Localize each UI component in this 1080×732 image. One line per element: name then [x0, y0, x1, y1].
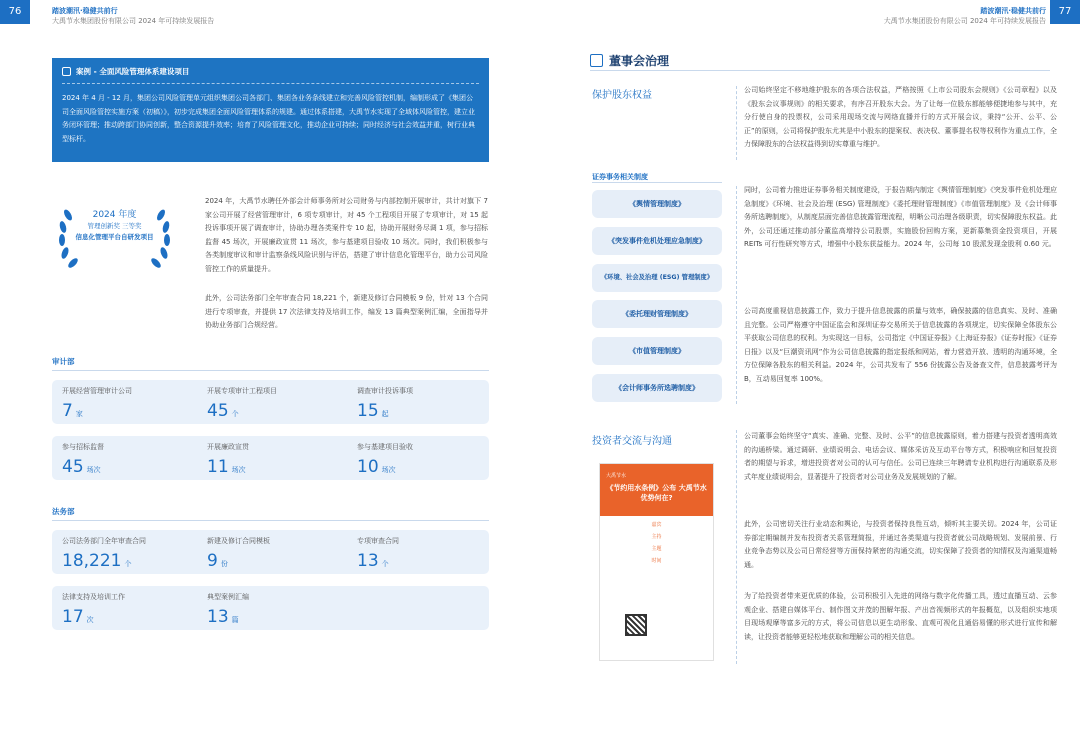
stat-cell [197, 530, 342, 574]
event-poster [599, 463, 714, 661]
stat-cell [197, 380, 342, 424]
divider [736, 186, 737, 404]
protect-title: 保护股东权益 [592, 90, 652, 101]
qr-code-icon [625, 614, 647, 636]
stat-label: 法律支持及培训工作 [62, 593, 125, 601]
stat-value: 10 场次 [357, 457, 396, 477]
disclosure-paragraph: 公司高度重视信息披露工作，致力于提升信息披露的质量与效率，确保披露的信息真实、及时、准确且完整。公司严格遵守中国证监会和深圳证券交易所关于信息披露的各项规定，切实保障全体股东公平获取公司信息的权利。为实现这一目标，公司指定《中国证券报》《上海证券报》《证券时报》《证券日报》以及“巨潮资讯网”作为公司信息披露的指定报纸和网站，着力营造开放、透明的沟通环境，全方位保障各股东的相关利益。2024 年，公司共发布了 556 份披露公告及备查文件，信息披露考评为 B，互动易回复率 100%。 [744, 307, 1057, 383]
case-title [62, 66, 479, 84]
stat-label: 典型案例汇编 [207, 593, 249, 601]
governance-heading [590, 52, 669, 69]
legal-section-title: 法务部 [52, 507, 75, 516]
investor-title: 投资者交流与沟通 [592, 436, 672, 447]
poster-topic-label: 主题 [651, 546, 662, 552]
audit-paragraph-2: 此外，公司法务部门全年审查合同 18,221 个，新建及修订合同模板 9 份，针对 13 个合同进行专项审查，并提供 17 次法律支持及培训工作，编发 13 篇典型案例汇编，全面指导并协助业务部门合规经营。 [205, 294, 488, 329]
stat-value: 45 场次 [62, 457, 101, 477]
legal-stats-row-2 [52, 586, 489, 630]
header-company: 大禹节水集团股份有限公司 2024 年可持续发展报告 [883, 17, 1046, 25]
stat-value: 18,221 个 [62, 551, 132, 571]
system-item: 《会计师事务所选聘制度》 [592, 374, 722, 402]
stat-cell [52, 380, 197, 424]
stat-label: 开展廉政宣贯 [207, 443, 249, 451]
stat-label: 新建及修订合同模板 [207, 537, 270, 545]
divider [736, 86, 737, 160]
stat-label: 调查审计投诉事项 [357, 387, 413, 395]
stat-label: 专项审查合同 [357, 537, 399, 545]
award-badge [52, 195, 177, 275]
divider [590, 70, 1050, 71]
stat-value: 9 份 [207, 551, 228, 571]
award-name2: 信息化管理平台自研发项目 [75, 233, 154, 241]
poster-brand: 大禹节水 [606, 473, 627, 479]
audit-stats-row-2 [52, 436, 489, 480]
stat-value: 11 场次 [207, 457, 246, 477]
stat-label: 开展经营管理审计公司 [62, 387, 132, 395]
governance-icon [590, 54, 603, 67]
case-body: 2024 年 4 月 - 12 月，集团公司风险管理单元组织集团公司各部门、集团各业务条线建立和完善风险管控机制，编制形成了《集团公司全面风险管控实施方案（初稿）》，初步完成集团全面风险管理体系的规建。通过体系搭建，大禹节水实现了全域体风险管控，建立业务闭环管理；推动跨部门协同创新，整合资源提升效率；培育了风险管理文化，推动企业可持续；同时经济与社会效益并重，树行业典型标杆。 [62, 94, 475, 143]
stat-label: 开展专项审计工程项目 [207, 387, 277, 395]
audit-paragraph-1: 2024 年，大禹节水聘任外部会计师事务所对公司财务与内部控制开展审计，共计对旗下 7 家公司开展了经营管理审计，6 项专项审计，对 45 个工程项目开展了专项审计，对 15 起投诉事项开展了调查审计，协助办理各类案件专 10 起，协助开展财务尽调 1 项，参与招标监督 45 场次，开展廉政宣贯 11 场次，参与基建项目验收 10 场次。同时，我们积极参与各类制度审议和审计监察条线风险识别与评估，搭建了审计信息化管理平台，助力公司风险管控工作的质量提升。 [205, 197, 488, 273]
investor-paragraph-2: 此外，公司密切关注行业动态和舆论，与投资者保持良性互动，倾听其主要关切。2024 年，公司证券部定期编制并发布投资者关系管理简报，并通过各类渠道与投资者就公司战略规划、发展前景、行业竞争态势以及公司日常经营等方面保持紧密的沟通交流，切实保障了投资者的知情权及沟通渠道畅通。 [744, 520, 1057, 569]
stat-value: 15 起 [357, 401, 389, 421]
stat-label: 参与招标监督 [62, 443, 104, 451]
divider [736, 430, 737, 664]
poster-time-label: 时间 [651, 558, 662, 564]
stat-cell [52, 586, 197, 630]
poster-header [600, 464, 713, 516]
poster-guest-label: 嘉宾 [651, 522, 662, 528]
legal-stats-row-1 [52, 530, 489, 574]
case-title-text: 案例 - 全面风险管理体系建设项目 [76, 67, 190, 76]
award-name1: 管理创新奖 三等奖 [87, 222, 142, 230]
header-tagline: 踏波潮汛·稳健共前行 [980, 7, 1046, 15]
stat-value: 45 个 [207, 401, 239, 421]
system-item: 《环境、社会及治理 (ESG) 管理制度》 [592, 264, 722, 292]
page-number-right: 77 [1050, 0, 1080, 24]
header-left [52, 6, 214, 26]
divider [592, 182, 722, 183]
stat-value: 13 篇 [207, 607, 239, 627]
stat-cell [347, 530, 492, 574]
case-icon [62, 67, 71, 76]
audit-stats-row-1 [52, 380, 489, 424]
header-company: 大禹节水集团股份有限公司 2024 年可持续发展报告 [52, 17, 215, 25]
system-item: 《市值管理制度》 [592, 337, 722, 365]
poster-host-label: 主持 [651, 534, 662, 540]
stat-value: 13 个 [357, 551, 389, 571]
system-item: 《委托理财管理制度》 [592, 300, 722, 328]
stat-cell [52, 530, 197, 574]
system-paragraph: 同时，公司着力推进证券事务相关制度建设，于报告期内制定《舆情管理制度》《突发事件危机处理应急制度》《环境、社会及治理 (ESG) 管理制度》《委托理财管理制度》《市值管理制度》及《会计师事务所选聘制度》，从制度层面完善信息披露管理流程，明晰公司治理各级职责，切实保障股东权益。此外，公司还通过推动部分董监高增持公司股票，实施股份回购方案，更新募集资金投资项目，开展 REITs 可行性研究等方式，增强中小股东获益能力。2024 年，公司每 10 股派发现金股利 0.60 元。 [744, 186, 1057, 248]
protect-paragraph: 公司始终坚定不移地维护股东的各项合法权益，严格按照《上市公司股东会规则》《公司章程》以及《股东会议事规则》的相关要求，有序召开股东大会。为了让每一位股东都能够便捷地参与其中，充分行使自身的投票权，公司采用现场交流与网络直播并行的方式开展会议，秉持“公开、公平、公正”的原则，公司将保护股东尤其是中小股东的提案权、表决权、董事提名权等权利作为重点工作，全力保障股东的合法权益得到切实尊重与维护。 [744, 86, 1057, 148]
stat-cell [347, 380, 492, 424]
page-number-left: 76 [0, 0, 30, 24]
stat-cell [52, 436, 197, 480]
stat-cell [347, 436, 492, 480]
divider [52, 370, 489, 371]
divider [52, 520, 489, 521]
award-year: 2024 年度 [92, 210, 137, 220]
header-right [884, 6, 1046, 26]
investor-paragraph-1: 公司董事会始终坚守“真实、准确、完整、及时、公平”的信息披露原则，着力搭建与投资者透明高效的沟通桥梁。通过调研、业绩说明会、电话会议、媒体采访及互动平台等方式，积极响应和回复投资者的期望与诉求，增进投资者对公司的认可与信任。公司已连续三年聘请专业机构进行沟通联系及形式年度业绩说明会，显著提升了投资者对公司业务及发展规划的了解。 [744, 432, 1057, 481]
governance-title: 董事会治理 [609, 54, 670, 68]
system-item: 《舆情管理制度》 [592, 190, 722, 218]
stat-value: 7 家 [62, 401, 83, 421]
stat-label: 公司法务部门全年审查合同 [62, 537, 146, 545]
header-tagline: 踏波潮汛·稳健共前行 [52, 7, 118, 15]
system-item: 《突发事件危机处理应急制度》 [592, 227, 722, 255]
stat-cell [197, 436, 342, 480]
stat-cell [197, 586, 342, 630]
audit-section-title: 审计部 [52, 357, 75, 366]
case-box [52, 58, 489, 162]
poster-title: 《节约用水条例》公布 大禹节水优势何在? [606, 484, 707, 502]
system-label: 证券事务相关制度 [592, 173, 648, 181]
stat-label: 参与基建项目验收 [357, 443, 413, 451]
stat-value: 17 次 [62, 607, 94, 627]
investor-paragraph-3: 为了给投资者带来更优质的体验，公司积极引入先进的网络与数字化传播工具，透过直播互动、云参观企业、搭建自媒体平台、制作图文并茂的图解年报、产出音视频形式的年报概览，以及组织实地项目现场观摩等富多元的方式，将公司信息以更生动形象、直观可视化且通俗易懂的形式进行宣传和解读，让投资者能够更轻松地获取和理解公司的相关信息。 [744, 592, 1057, 641]
